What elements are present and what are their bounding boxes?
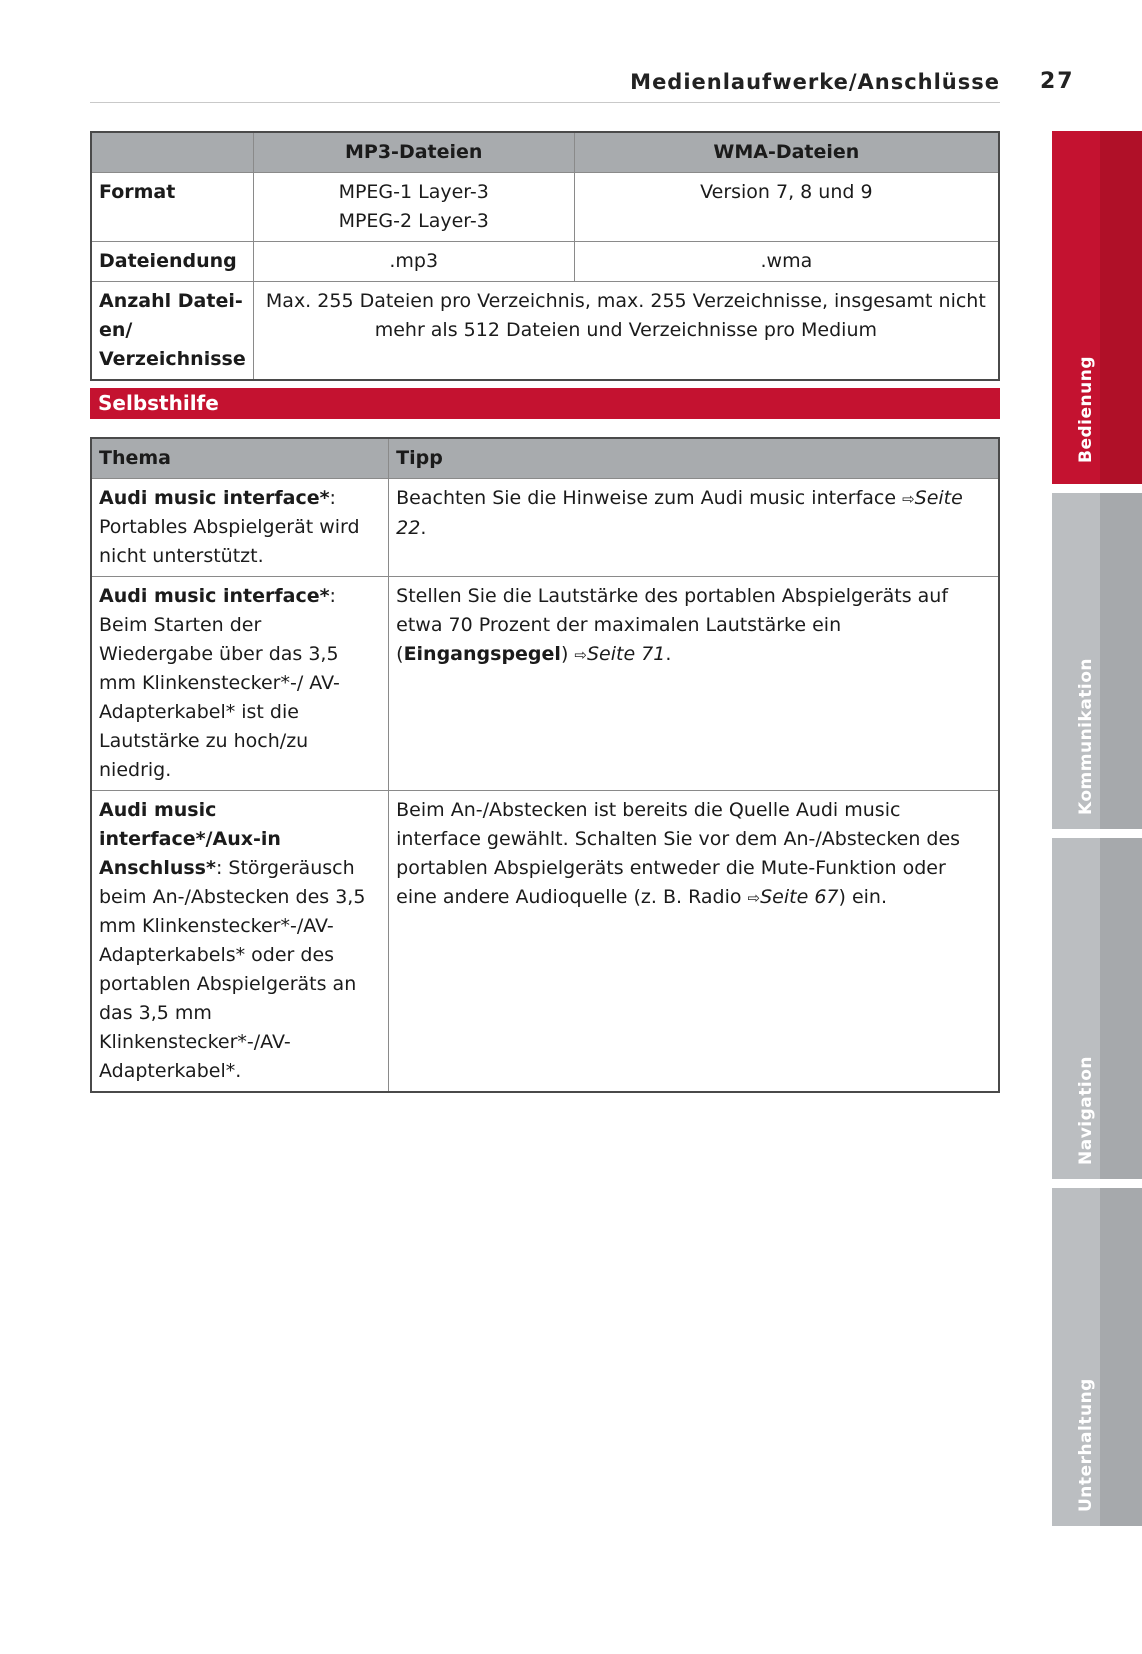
- table-row: [91, 282, 999, 381]
- side-tab-label: Kommunikation: [1076, 657, 1096, 815]
- table-header-cell: MP3-Dateien: [253, 132, 574, 173]
- section-heading: Selbsthilfe: [90, 388, 1000, 419]
- table-header-cell: Thema: [91, 438, 389, 479]
- page-ref-arrow-icon: ⇨: [574, 646, 587, 664]
- row-label: [91, 282, 253, 381]
- cell-line: en/: [99, 319, 133, 341]
- row-label: Dateiendung: [91, 242, 253, 282]
- table-header-row: [91, 132, 999, 173]
- side-tab-kommunikation[interactable]: [1052, 493, 1142, 829]
- topic-text: : Portables Abspielgerät wird nicht unterstützt.: [99, 487, 360, 567]
- page-reference-link[interactable]: Seite 67: [760, 886, 839, 908]
- tip-text: ): [560, 643, 575, 665]
- topic-cell: [91, 479, 389, 577]
- tip-text: Beim An-/Abstecken ist bereits die Quelle Audi music interface gewählt. Schalten Sie vor dem An-/Abstecken des portablen Abspielgeräts entweder die Mute-Funktion oder eine andere Audioquelle (z. B. Radio: [396, 799, 961, 908]
- topic-text: : Störgeräusch beim An-/Abstecken des 3,5 mm Klinkenstecker*-/AV-Adapterkabels* oder des portablen Abspielgeräts an das 3,5 mm Klinkenstecker*-/AV-Adapterkabel*.: [99, 857, 366, 1082]
- topic-text: : Beim Starten der Wiedergabe über das 3,5 mm Klinkenstecker*-/ AV-Adapterkabel* ist die Lautstärke zu hoch/zu niedrig.: [99, 585, 340, 781]
- page-reference-link[interactable]: Seite 22: [396, 487, 963, 539]
- table-cell: .mp3: [253, 242, 574, 282]
- tip-cell: [389, 479, 999, 577]
- side-tab-unterhaltung[interactable]: [1052, 1188, 1142, 1526]
- side-tab-navigation[interactable]: [1052, 838, 1142, 1179]
- topic-cell: [91, 577, 389, 791]
- tip-cell: [389, 791, 999, 1093]
- table-cell: Version 7, 8 und 9: [574, 173, 999, 242]
- side-tab-label: Navigation: [1076, 1056, 1096, 1165]
- page-ref-arrow-icon: ⇨: [902, 490, 915, 508]
- topic-title: Audi music interface*: [99, 487, 330, 509]
- tip-bold-term: Eingangspegel: [403, 643, 561, 665]
- side-tab-label: Bedienung: [1076, 356, 1096, 463]
- tip-cell: [389, 577, 999, 791]
- table-header-cell: [91, 132, 253, 173]
- cell-line: MPEG-2 Layer-3: [338, 210, 489, 232]
- page-reference-link[interactable]: Seite 71: [586, 643, 666, 665]
- table-row: [91, 242, 999, 282]
- cell-line: Anzahl Datei-: [99, 290, 243, 312]
- table-header-cell: WMA-Dateien: [574, 132, 999, 173]
- table-header-row: [91, 438, 999, 479]
- page-ref-arrow-icon: ⇨: [747, 889, 761, 907]
- table-cell: [253, 173, 574, 242]
- page-number: 27: [1040, 69, 1075, 94]
- table-row: [91, 479, 999, 577]
- table-row: [91, 791, 999, 1093]
- tip-text: ) ein.: [838, 886, 888, 908]
- running-header-title: Medienlaufwerke/Anschlüsse: [630, 70, 1000, 94]
- table-cell: Max. 255 Dateien pro Verzeichnis, max. 255 Verzeichnisse, insgesamt nicht mehr als 512 Dateien und Verzeichnisse pro Medium: [253, 282, 999, 381]
- topic-title: Audi music interface*/Aux-in Anschluss*: [99, 799, 281, 879]
- tip-text: Beachten Sie die Hinweise zum Audi music interface: [396, 487, 903, 509]
- side-tab-label: Unterhaltung: [1076, 1378, 1096, 1512]
- tip-text: .: [665, 643, 672, 665]
- table-row: [91, 173, 999, 242]
- row-label: Format: [91, 173, 253, 242]
- tip-text: .: [420, 517, 427, 539]
- header-divider: [90, 102, 1000, 103]
- topic-cell: [91, 791, 389, 1093]
- troubleshooting-table: [90, 437, 1000, 1093]
- side-tab-bedienung[interactable]: [1052, 131, 1142, 484]
- cell-line: Verzeichnisse: [99, 348, 246, 370]
- file-format-table: [90, 131, 1000, 381]
- topic-title: Audi music interface*: [99, 585, 330, 607]
- tip-text: Stellen Sie die Lautstärke des portablen Abspielgeräts auf etwa 70 Prozent der maximalen Lautstärke ein (: [396, 585, 949, 665]
- table-cell: .wma: [574, 242, 999, 282]
- table-header-cell: Tipp: [389, 438, 999, 479]
- table-row: [91, 577, 999, 791]
- cell-line: MPEG-1 Layer-3: [338, 181, 489, 203]
